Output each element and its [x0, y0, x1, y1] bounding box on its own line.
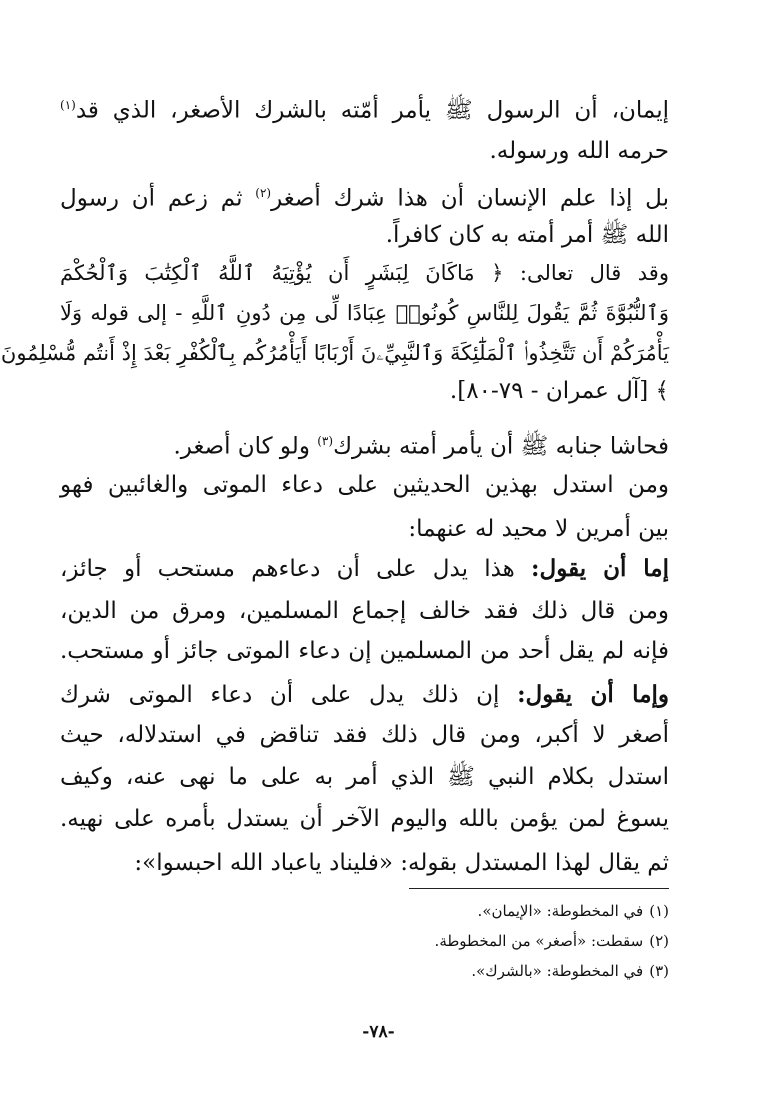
- body-line-12: [60, 554, 669, 584]
- body-line-3: [60, 178, 669, 214]
- bold-lead: إما أن يقول:: [531, 555, 670, 582]
- footnote-number: (١): [649, 902, 669, 920]
- footnote-marker: (٣): [317, 434, 334, 448]
- body-text: إيمان، أن الرسول ﷺ يأمر أمّته بالشرك الأصغر، الذي قد: [75, 97, 669, 124]
- body-line-4: الله ﷺ أمر أمته به كان كافراً.: [385, 222, 669, 248]
- body-line-10: ومن استدل بهذين الحديثين على دعاء الموتى والغائبين فهو: [60, 472, 669, 498]
- footnote-text: سقطت: «أصغر» من المخطوطة.: [434, 932, 644, 950]
- quran-line-2: وَٱلنُّبُوَّةَ ثُمَّ يَقُولَ لِلنَّاسِ كُونُوا۟ عِبَادًا لِّى مِن دُونِ ٱللَّهِ - إلى قوله وَلَا: [60, 301, 669, 325]
- footnote-number: (٣): [649, 962, 669, 980]
- footnote-1: [60, 900, 669, 922]
- body-line-2: حرمه الله ورسوله.: [489, 138, 669, 164]
- body-text: إن ذلك يدل على أن دعاء الموتى شرك: [60, 682, 500, 708]
- body-line-17: استدل بكلام النبي ﷺ الذي أمر به على ما نهى عنه، وكيف: [60, 764, 669, 790]
- body-line-19: ثم يقال لهذا المستدل بقوله: «فليناد ياعباد الله احبسوا»:: [134, 850, 669, 876]
- body-line-16: أصغر لا أكبر، ومن قال ذلك فقد تناقض في استدلاله، حيث: [60, 722, 669, 748]
- footnote-marker: (١): [60, 98, 76, 112]
- quran-line-3: يَأْمُرَكُمْ أَن تَتَّخِذُوا۟ ٱلْمَلَٰٓئِكَةَ وَٱلنَّبِيِّۦنَ أَرْبَابًا أَيَأْمُرُكُم بِٱلْكُفْرِ بَعْدَ إِذْ أَنتُم مُّسْلِمُونَ: [0, 341, 669, 365]
- body-text: ثم زعم أن رسول: [60, 185, 243, 212]
- footnote-divider: [409, 888, 669, 889]
- footnote-2: [60, 930, 669, 952]
- footnote-3: [60, 960, 669, 982]
- body-line-9: [60, 426, 669, 462]
- footnote-number: (٢): [649, 932, 669, 950]
- body-line-1: [60, 90, 669, 126]
- body-text: ولو كان أصغر.: [173, 433, 310, 460]
- body-line-15: [60, 680, 669, 710]
- footnote-text: في المخطوطة: «بالشرك».: [471, 962, 644, 980]
- quran-line-1: وقد قال تعالى: ﴿ مَاكَانَ لِبَشَرٍ أَن يُؤْتِيَهُ ٱللَّهُ ٱلْكِتَٰبَ وَٱلْحُكْمَ: [60, 261, 669, 285]
- body-line-18: يسوغ لمن يؤمن بالله واليوم الآخر أن يستدل بأمره على نهيه.: [60, 806, 669, 832]
- body-line-11: بين أمرين لا محيد له عنهما:: [408, 516, 669, 542]
- body-text: فحاشا جنابه ﷺ أن يأمر أمته بشرك: [333, 433, 669, 460]
- footnote-text: في المخطوطة: «الإيمان».: [477, 902, 644, 920]
- footnote-marker: (٢): [255, 186, 272, 200]
- quran-citation: ﴾ [آل عمران - ٧٩-٨٠].: [449, 378, 669, 404]
- body-text: هذا يدل على أن دعاءهم مستحب أو جائز،: [60, 556, 515, 582]
- body-line-13: ومن قال ذلك فقد خالف إجماع المسلمين، ومرق من الدين،: [60, 598, 669, 624]
- body-line-14: فإنه لم يقل أحد من المسلمين إن دعاء الموتى جائز أو مستحب.: [60, 638, 669, 664]
- page-number: -٧٨-: [362, 1022, 395, 1042]
- bold-lead: وإما أن يقول:: [517, 681, 670, 708]
- body-text: بل إذا علم الإنسان أن هذا شرك أصغر: [271, 185, 669, 212]
